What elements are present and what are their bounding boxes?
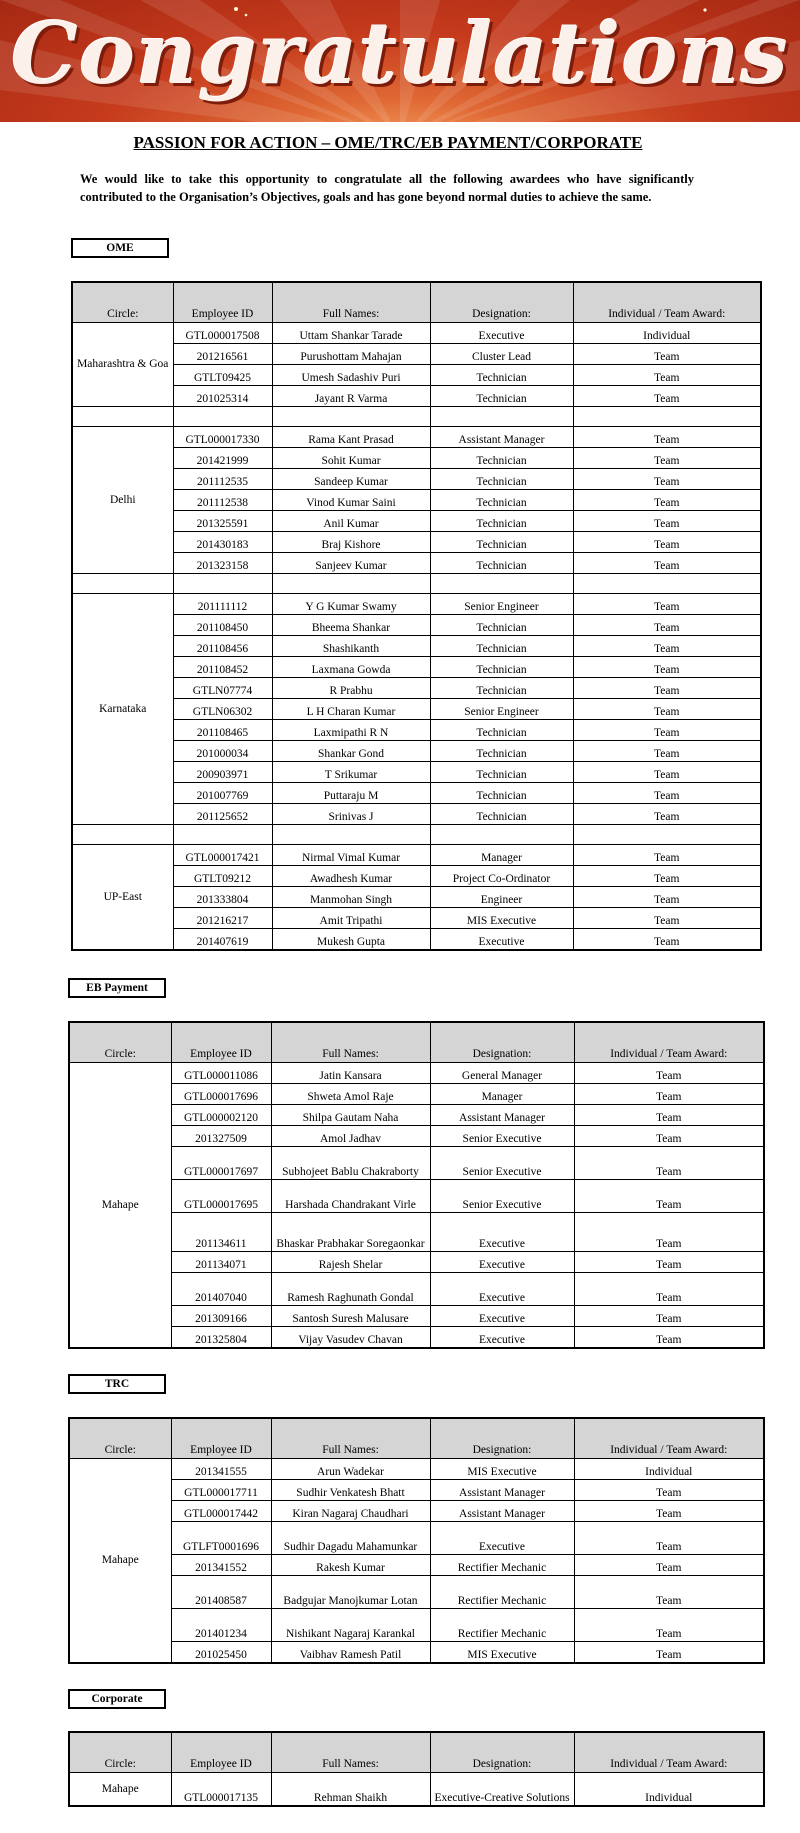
employee-id-cell: 201125652 <box>173 804 272 825</box>
designation-cell: Technician <box>430 448 573 469</box>
employee-id-cell: GTLFT0001696 <box>171 1522 271 1555</box>
employee-id-cell: 201341555 <box>171 1459 271 1480</box>
full-name-cell: Vaibhav Ramesh Patil <box>271 1642 430 1664</box>
designation-cell: MIS Executive <box>430 908 573 929</box>
designation-cell: Assistant Manager <box>430 1480 574 1501</box>
table-row <box>69 1459 764 1480</box>
designation-cell: Technician <box>430 469 573 490</box>
designation-cell: Technician <box>430 804 573 825</box>
section-label-eb-payment: EB Payment <box>68 978 166 998</box>
table-spacer-row <box>72 825 761 845</box>
column-header-full-names: Full Names: <box>271 1418 430 1459</box>
table-row <box>69 1642 764 1664</box>
empty-cell <box>72 574 173 594</box>
employee-id-cell: 201401234 <box>171 1609 271 1642</box>
table-row <box>69 1306 764 1327</box>
column-header-award: Individual / Team Award: <box>573 282 761 323</box>
full-name-cell: Srinivas J <box>272 804 430 825</box>
empty-cell <box>272 574 430 594</box>
award-cell: Individual <box>574 1773 764 1807</box>
designation-cell: Technician <box>430 511 573 532</box>
designation-cell: Technician <box>430 553 573 574</box>
empty-cell <box>272 825 430 845</box>
designation-cell: Executive <box>430 1306 574 1327</box>
full-name-cell: Shankar Gond <box>272 741 430 762</box>
column-header-designation: Designation: <box>430 282 573 323</box>
designation-cell: Technician <box>430 532 573 553</box>
designation-cell: Technician <box>430 386 573 407</box>
award-cell: Team <box>574 1180 764 1213</box>
table-row <box>72 678 761 699</box>
empty-cell <box>430 825 573 845</box>
empty-cell <box>573 407 761 427</box>
table-row <box>69 1501 764 1522</box>
designation-cell: Senior Engineer <box>430 594 573 615</box>
full-name-cell: L H Charan Kumar <box>272 699 430 720</box>
employee-id-cell: 201325591 <box>173 511 272 532</box>
award-cell: Team <box>573 490 761 511</box>
table-row <box>72 720 761 741</box>
table-row <box>72 804 761 825</box>
trc-awards-table <box>68 1417 765 1664</box>
employee-id-cell: 201407040 <box>171 1273 271 1306</box>
section-label-corporate: Corporate <box>68 1689 166 1709</box>
full-name-cell: Purushottam Mahajan <box>272 344 430 365</box>
column-header-circle: Circle: <box>69 1022 171 1063</box>
employee-id-cell: 201309166 <box>171 1306 271 1327</box>
employee-id-cell: 201134071 <box>171 1252 271 1273</box>
award-cell: Team <box>574 1273 764 1306</box>
employee-id-cell: 201000034 <box>173 741 272 762</box>
full-name-cell: Rakesh Kumar <box>271 1555 430 1576</box>
table-header-row <box>69 1418 764 1459</box>
full-name-cell: Y G Kumar Swamy <box>272 594 430 615</box>
award-cell: Team <box>573 783 761 804</box>
column-header-award: Individual / Team Award: <box>574 1732 764 1773</box>
table-row <box>69 1252 764 1273</box>
table-row <box>69 1105 764 1126</box>
award-cell: Team <box>573 720 761 741</box>
table-row <box>69 1609 764 1642</box>
full-name-cell: Sohit Kumar <box>272 448 430 469</box>
designation-cell: Technician <box>430 741 573 762</box>
column-header-full-names: Full Names: <box>271 1732 430 1773</box>
full-name-cell: Bhaskar Prabhakar Soregaonkar <box>271 1213 430 1252</box>
employee-id-cell: 201108450 <box>173 615 272 636</box>
full-name-cell: Jatin Kansara <box>271 1063 430 1084</box>
circle-cell: UP-East <box>72 845 173 951</box>
designation-cell: Executive <box>430 323 573 344</box>
designation-cell: Executive <box>430 929 573 951</box>
empty-cell <box>173 574 272 594</box>
award-cell: Team <box>573 741 761 762</box>
column-header-designation: Designation: <box>430 1022 574 1063</box>
designation-cell: Manager <box>430 845 573 866</box>
award-cell: Team <box>574 1063 764 1084</box>
award-cell: Team <box>573 908 761 929</box>
employee-id-cell: GTL000017697 <box>171 1147 271 1180</box>
table-row <box>69 1555 764 1576</box>
full-name-cell: Sudhir Dagadu Mahamunkar <box>271 1522 430 1555</box>
full-name-cell: R Prabhu <box>272 678 430 699</box>
empty-cell <box>72 407 173 427</box>
table-row <box>69 1084 764 1105</box>
empty-cell <box>573 825 761 845</box>
designation-cell: Executive <box>430 1522 574 1555</box>
full-name-cell: Rajesh Shelar <box>271 1252 430 1273</box>
table-row <box>69 1126 764 1147</box>
full-name-cell: Laxmipathi R N <box>272 720 430 741</box>
employee-id-cell: GTL000017330 <box>173 427 272 448</box>
table-row <box>72 615 761 636</box>
table-row <box>69 1327 764 1349</box>
table-row <box>72 344 761 365</box>
column-header-circle: Circle: <box>72 282 173 323</box>
table-row <box>72 699 761 720</box>
employee-id-cell: GTL000017442 <box>171 1501 271 1522</box>
award-cell: Team <box>573 511 761 532</box>
designation-cell: Senior Executive <box>430 1147 574 1180</box>
full-name-cell: Rama Kant Prasad <box>272 427 430 448</box>
empty-cell <box>272 407 430 427</box>
circle-cell: Mahape <box>69 1773 171 1807</box>
award-cell: Team <box>574 1105 764 1126</box>
table-row <box>72 887 761 908</box>
full-name-cell: Uttam Shankar Tarade <box>272 323 430 344</box>
table-row <box>72 365 761 386</box>
employee-id-cell: 201216561 <box>173 344 272 365</box>
table-row <box>72 469 761 490</box>
table-row <box>69 1273 764 1306</box>
employee-id-cell: 201430183 <box>173 532 272 553</box>
column-header-employee-id: Employee ID <box>171 1022 271 1063</box>
table-row <box>69 1147 764 1180</box>
designation-cell: Executive-Creative Solutions <box>430 1773 574 1807</box>
award-cell: Team <box>574 1084 764 1105</box>
table-row <box>72 448 761 469</box>
employee-id-cell: GTL000017135 <box>171 1773 271 1807</box>
employee-id-cell: 201108456 <box>173 636 272 657</box>
table-header-row <box>69 1732 764 1773</box>
award-cell: Team <box>573 448 761 469</box>
designation-cell: Technician <box>430 678 573 699</box>
full-name-cell: Sudhir Venkatesh Bhatt <box>271 1480 430 1501</box>
award-cell: Team <box>574 1609 764 1642</box>
award-cell: Team <box>573 553 761 574</box>
full-name-cell: Laxmana Gowda <box>272 657 430 678</box>
full-name-cell: Shweta Amol Raje <box>271 1084 430 1105</box>
table-row <box>72 386 761 407</box>
full-name-cell: Santosh Suresh Malusare <box>271 1306 430 1327</box>
award-cell: Team <box>574 1213 764 1252</box>
full-name-cell: Manmohan Singh <box>272 887 430 908</box>
table-row <box>72 845 761 866</box>
designation-cell: Engineer <box>430 887 573 908</box>
award-cell: Team <box>573 887 761 908</box>
award-cell: Team <box>573 804 761 825</box>
designation-cell: Rectifier Mechanic <box>430 1609 574 1642</box>
award-cell: Individual <box>574 1459 764 1480</box>
table-row <box>72 490 761 511</box>
congratulations-banner <box>0 0 800 122</box>
award-cell: Team <box>573 699 761 720</box>
table-spacer-row <box>72 574 761 594</box>
full-name-cell: Nirmal Vimal Kumar <box>272 845 430 866</box>
eb-payment-awards-table <box>68 1021 765 1349</box>
award-cell: Team <box>573 365 761 386</box>
employee-id-cell: GTL000017695 <box>171 1180 271 1213</box>
full-name-cell: Anil Kumar <box>272 511 430 532</box>
designation-cell: Senior Engineer <box>430 699 573 720</box>
column-header-employee-id: Employee ID <box>171 1732 271 1773</box>
employee-id-cell: GTL000011086 <box>171 1063 271 1084</box>
designation-cell: Technician <box>430 783 573 804</box>
section-label-ome: OME <box>71 238 169 258</box>
award-cell: Team <box>573 866 761 887</box>
award-cell: Team <box>573 657 761 678</box>
award-cell: Team <box>574 1555 764 1576</box>
designation-cell: General Manager <box>430 1063 574 1084</box>
table-row <box>69 1063 764 1084</box>
employee-id-cell: 200903971 <box>173 762 272 783</box>
circle-cell: Delhi <box>72 427 173 574</box>
award-cell: Team <box>573 762 761 783</box>
employee-id-cell: 201216217 <box>173 908 272 929</box>
table-row <box>69 1213 764 1252</box>
designation-cell: Executive <box>430 1252 574 1273</box>
circle-cell: Mahape <box>69 1063 171 1349</box>
designation-cell: Manager <box>430 1084 574 1105</box>
award-cell: Team <box>573 929 761 951</box>
employee-id-cell: GTL000002120 <box>171 1105 271 1126</box>
designation-cell: Technician <box>430 615 573 636</box>
circle-cell: Karnataka <box>72 594 173 825</box>
full-name-cell: Kiran Nagaraj Chaudhari <box>271 1501 430 1522</box>
table-row <box>72 511 761 532</box>
table-row <box>72 636 761 657</box>
empty-cell <box>430 574 573 594</box>
intro-paragraph: We would like to take this opportunity to congratulate all the following awardees who have significantly contributed to the Organisation’s Objectives, goals and has gone beyond normal duties to achieve the same. <box>80 172 694 204</box>
table-row <box>69 1576 764 1609</box>
table-row <box>72 929 761 951</box>
full-name-cell: Shashikanth <box>272 636 430 657</box>
full-name-cell: Sandeep Kumar <box>272 469 430 490</box>
award-cell: Team <box>574 1147 764 1180</box>
employee-id-cell: 201111112 <box>173 594 272 615</box>
employee-id-cell: GTLT09425 <box>173 365 272 386</box>
full-name-cell: Subhojeet Bablu Chakraborty <box>271 1147 430 1180</box>
award-cell: Team <box>574 1642 764 1664</box>
table-row <box>69 1773 764 1807</box>
designation-cell: Technician <box>430 720 573 741</box>
table-row <box>72 427 761 448</box>
award-cell: Team <box>574 1252 764 1273</box>
full-name-cell: Badgujar Manojkumar Lotan <box>271 1576 430 1609</box>
table-row <box>72 323 761 344</box>
award-cell: Individual <box>573 323 761 344</box>
table-row <box>69 1480 764 1501</box>
full-name-cell: Jayant R Varma <box>272 386 430 407</box>
employee-id-cell: 201007769 <box>173 783 272 804</box>
full-name-cell: Rehman Shaikh <box>271 1773 430 1807</box>
employee-id-cell: 201108465 <box>173 720 272 741</box>
banner-title: Congratulations <box>11 4 789 103</box>
award-cell: Team <box>573 344 761 365</box>
empty-cell <box>72 825 173 845</box>
section-label-trc: TRC <box>68 1374 166 1394</box>
empty-cell <box>573 574 761 594</box>
table-row <box>72 532 761 553</box>
employee-id-cell: GTL000017711 <box>171 1480 271 1501</box>
full-name-cell: Nishikant Nagaraj Karankal <box>271 1609 430 1642</box>
full-name-cell: Vinod Kumar Saini <box>272 490 430 511</box>
designation-cell: MIS Executive <box>430 1459 574 1480</box>
full-name-cell: Amit Tripathi <box>272 908 430 929</box>
designation-cell: Assistant Manager <box>430 427 573 448</box>
full-name-cell: Amol Jadhav <box>271 1126 430 1147</box>
column-header-award: Individual / Team Award: <box>574 1418 764 1459</box>
full-name-cell: Shilpa Gautam Naha <box>271 1105 430 1126</box>
employee-id-cell: 201325804 <box>171 1327 271 1349</box>
full-name-cell: Puttaraju M <box>272 783 430 804</box>
award-cell: Team <box>574 1480 764 1501</box>
designation-cell: Executive <box>430 1213 574 1252</box>
table-row <box>72 866 761 887</box>
employee-id-cell: 201108452 <box>173 657 272 678</box>
table-row <box>69 1180 764 1213</box>
circle-cell: Mahape <box>69 1459 171 1664</box>
designation-cell: Technician <box>430 365 573 386</box>
employee-id-cell: 201323158 <box>173 553 272 574</box>
designation-cell: Executive <box>430 1273 574 1306</box>
employee-id-cell: GTLT09212 <box>173 866 272 887</box>
table-row <box>72 741 761 762</box>
table-row <box>72 553 761 574</box>
award-cell: Team <box>573 386 761 407</box>
ome-awards-table <box>71 281 762 951</box>
column-header-full-names: Full Names: <box>271 1022 430 1063</box>
full-name-cell: Awadhesh Kumar <box>272 866 430 887</box>
table-row <box>72 762 761 783</box>
designation-cell: Technician <box>430 636 573 657</box>
designation-cell: Senior Executive <box>430 1126 574 1147</box>
full-name-cell: Harshada Chandrakant Virle <box>271 1180 430 1213</box>
table-row <box>69 1522 764 1555</box>
award-cell: Team <box>573 532 761 553</box>
table-header-row <box>72 282 761 323</box>
award-cell: Team <box>574 1306 764 1327</box>
employee-id-cell: 201421999 <box>173 448 272 469</box>
award-cell: Team <box>573 636 761 657</box>
employee-id-cell: 201341552 <box>171 1555 271 1576</box>
empty-cell <box>173 407 272 427</box>
full-name-cell: Mukesh Gupta <box>272 929 430 951</box>
employee-id-cell: GTL000017421 <box>173 845 272 866</box>
award-cell: Team <box>574 1501 764 1522</box>
full-name-cell: Vijay Vasudev Chavan <box>271 1327 430 1349</box>
designation-cell: Technician <box>430 762 573 783</box>
designation-cell: Assistant Manager <box>430 1105 574 1126</box>
corporate-awards-table <box>68 1731 765 1807</box>
column-header-award: Individual / Team Award: <box>574 1022 764 1063</box>
designation-cell: Rectifier Mechanic <box>430 1555 574 1576</box>
circle-cell: Maharashtra & Goa <box>72 323 173 407</box>
employee-id-cell: 201112535 <box>173 469 272 490</box>
full-name-cell: Ramesh Raghunath Gondal <box>271 1273 430 1306</box>
column-header-designation: Designation: <box>430 1732 574 1773</box>
award-cell: Team <box>573 845 761 866</box>
table-row <box>72 783 761 804</box>
empty-cell <box>173 825 272 845</box>
table-spacer-row <box>72 407 761 427</box>
designation-cell: Assistant Manager <box>430 1501 574 1522</box>
employee-id-cell: 201134611 <box>171 1213 271 1252</box>
award-cell: Team <box>573 615 761 636</box>
award-cell: Team <box>573 678 761 699</box>
employee-id-cell: 201025450 <box>171 1642 271 1664</box>
employee-id-cell: 201333804 <box>173 887 272 908</box>
column-header-circle: Circle: <box>69 1418 171 1459</box>
award-cell: Team <box>573 427 761 448</box>
designation-cell: Cluster Lead <box>430 344 573 365</box>
full-name-cell: Sanjeev Kumar <box>272 553 430 574</box>
award-cell: Team <box>574 1327 764 1349</box>
award-cell: Team <box>574 1126 764 1147</box>
employee-id-cell: GTL000017508 <box>173 323 272 344</box>
column-header-designation: Designation: <box>430 1418 574 1459</box>
designation-cell: Rectifier Mechanic <box>430 1576 574 1609</box>
designation-cell: Technician <box>430 490 573 511</box>
employee-id-cell: 201327509 <box>171 1126 271 1147</box>
full-name-cell: Arun Wadekar <box>271 1459 430 1480</box>
column-header-full-names: Full Names: <box>272 282 430 323</box>
employee-id-cell: GTL000017696 <box>171 1084 271 1105</box>
column-header-circle: Circle: <box>69 1732 171 1773</box>
table-row <box>72 908 761 929</box>
employee-id-cell: 201407619 <box>173 929 272 951</box>
employee-id-cell: 201025314 <box>173 386 272 407</box>
column-header-employee-id: Employee ID <box>171 1418 271 1459</box>
award-cell: Team <box>574 1576 764 1609</box>
employee-id-cell: 201112538 <box>173 490 272 511</box>
designation-cell: Senior Executive <box>430 1180 574 1213</box>
award-cell: Team <box>573 469 761 490</box>
empty-cell <box>430 407 573 427</box>
table-header-row <box>69 1022 764 1063</box>
full-name-cell: Braj Kishore <box>272 532 430 553</box>
table-row <box>72 594 761 615</box>
designation-cell: Technician <box>430 657 573 678</box>
designation-cell: Project Co-Ordinator <box>430 866 573 887</box>
full-name-cell: Umesh Sadashiv Puri <box>272 365 430 386</box>
full-name-cell: Bheema Shankar <box>272 615 430 636</box>
column-header-employee-id: Employee ID <box>173 282 272 323</box>
page-heading: PASSION FOR ACTION – OME/TRC/EB PAYMENT/CORPORATE <box>133 133 643 152</box>
employee-id-cell: 201408587 <box>171 1576 271 1609</box>
employee-id-cell: GTLN07774 <box>173 678 272 699</box>
designation-cell: MIS Executive <box>430 1642 574 1664</box>
table-row <box>72 657 761 678</box>
award-cell: Team <box>574 1522 764 1555</box>
award-cell: Team <box>573 594 761 615</box>
designation-cell: Executive <box>430 1327 574 1349</box>
full-name-cell: T Srikumar <box>272 762 430 783</box>
employee-id-cell: GTLN06302 <box>173 699 272 720</box>
